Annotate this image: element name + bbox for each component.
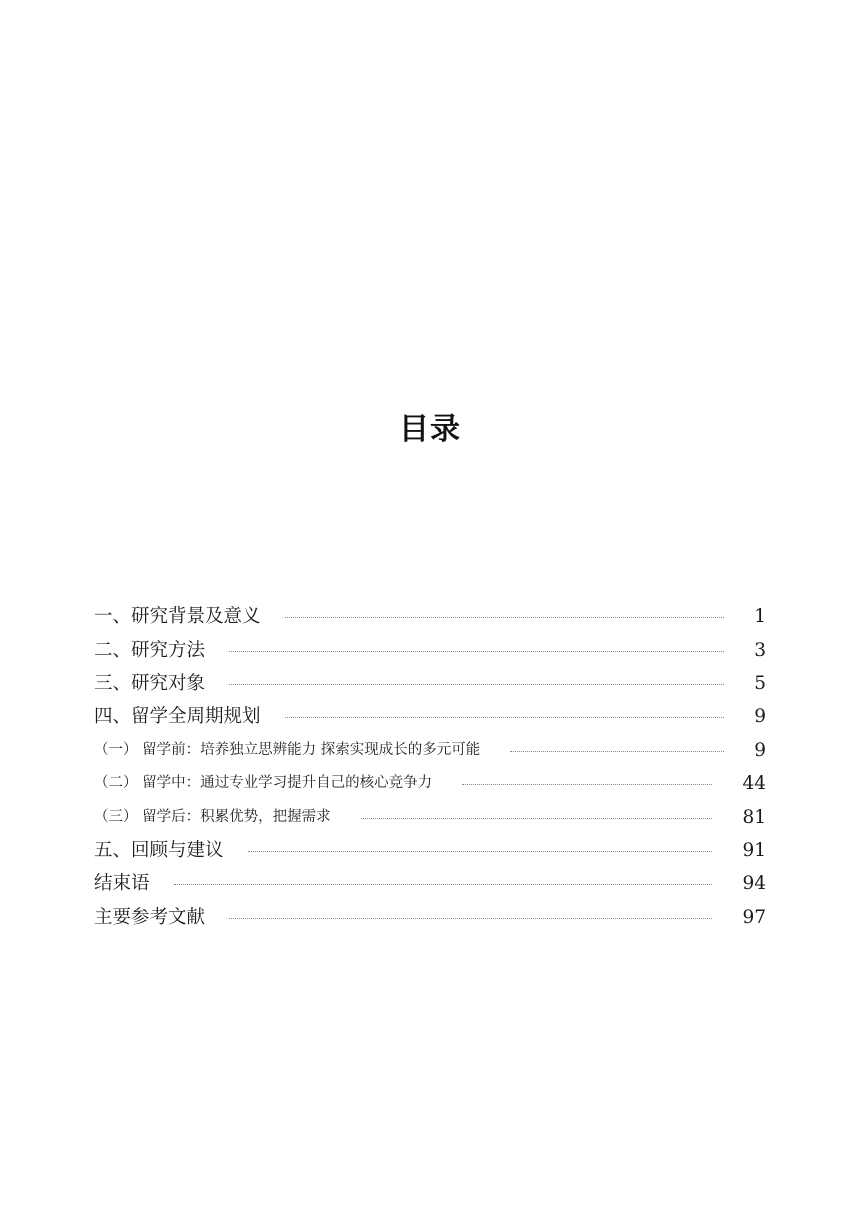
toc-page-number: 97: [742, 906, 766, 928]
dot-leader: [462, 784, 712, 785]
toc-subentry[interactable]: [94, 800, 766, 833]
toc-entry[interactable]: [94, 901, 766, 934]
dot-leader: [174, 884, 713, 885]
toc-subentry[interactable]: [94, 734, 766, 767]
toc-subentry[interactable]: [94, 767, 766, 800]
toc-page-number: 3: [754, 639, 766, 661]
dot-leader: [229, 684, 724, 685]
toc-subentry-label: （二） 留学中：通过专业学习提升自己的核心竞争力: [94, 775, 433, 792]
toc-subentry-label: （一） 留学前：培养独立思辨能力 探索实现成长的多元可能: [94, 741, 481, 758]
toc-title: 目录: [399, 412, 461, 447]
toc-entry[interactable]: [94, 600, 766, 633]
dot-leader: [361, 818, 713, 819]
toc-page-number: 94: [742, 873, 766, 895]
toc-page-number: 1: [754, 606, 766, 628]
dot-leader: [285, 717, 724, 718]
toc-entry-label: 结束语: [94, 873, 150, 895]
toc-entry[interactable]: [94, 700, 766, 733]
dot-leader: [285, 617, 724, 618]
dot-leader: [229, 918, 712, 919]
toc-entry-label: 主要参考文献: [94, 906, 206, 928]
toc-subentry-label: （三） 留学后：积累优势，把握需求: [94, 808, 331, 825]
toc-page-number: 44: [742, 773, 766, 795]
toc-entry-label: 二、研究方法: [94, 639, 206, 661]
toc-page-number: 81: [742, 806, 766, 828]
dot-leader: [510, 751, 724, 752]
toc-entry-label: 一、研究背景及意义: [94, 606, 261, 628]
toc-page-number: 9: [754, 706, 766, 728]
toc-entry[interactable]: [94, 633, 766, 666]
toc-page-number: 91: [742, 839, 766, 861]
toc-entry-label: 四、留学全周期规划: [94, 706, 261, 728]
table-of-contents: [94, 600, 766, 934]
toc-entry[interactable]: [94, 834, 766, 867]
toc-entry-label: 五、回顾与建议: [94, 839, 224, 861]
toc-entry[interactable]: [94, 867, 766, 900]
dot-leader: [248, 851, 713, 852]
toc-page-number: 5: [754, 672, 766, 694]
toc-entry[interactable]: [94, 667, 766, 700]
toc-page-number: 9: [754, 739, 766, 761]
dot-leader: [229, 651, 724, 652]
toc-entry-label: 三、研究对象: [94, 672, 206, 694]
